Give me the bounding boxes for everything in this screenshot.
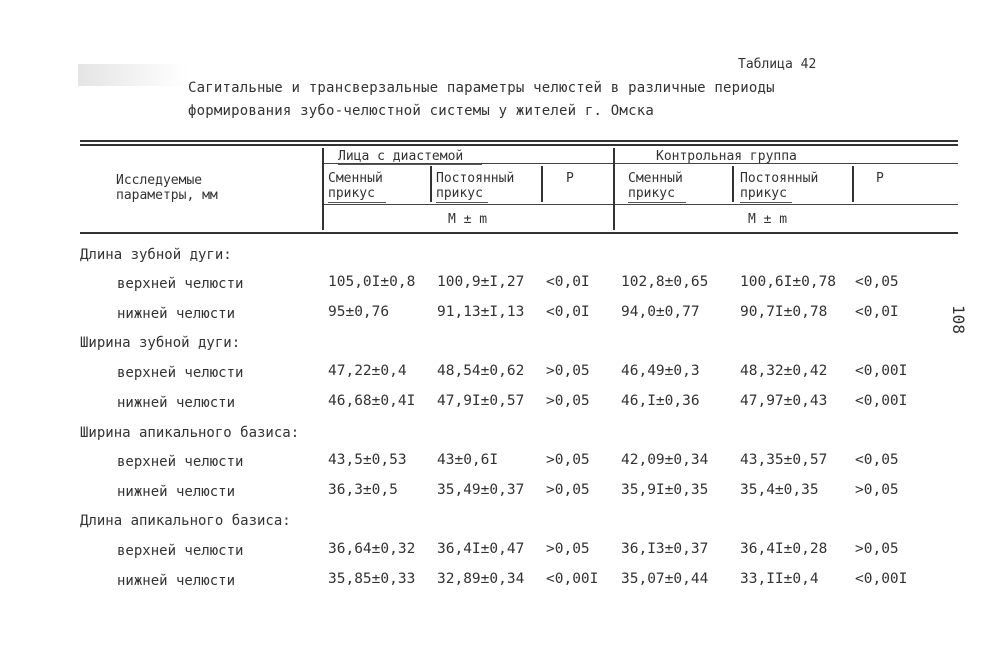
value-cell: 43,35±0,57 xyxy=(740,452,828,468)
value-cell: 35,4±0,35 xyxy=(740,482,819,498)
value-cell: 94,0±0,77 xyxy=(621,304,700,320)
header-g1-stat: М ± m xyxy=(448,212,488,227)
p-value-cell: >0,05 xyxy=(546,393,590,409)
table-caption: Таблица 42 xyxy=(738,57,817,72)
p-value-cell: >0,05 xyxy=(855,482,899,498)
value-cell: 48,32±0,42 xyxy=(740,363,828,379)
header-g2-mixed-line1: Сменный xyxy=(628,171,683,186)
header-g2-mixed-line2: прикус xyxy=(628,186,675,201)
value-cell: 35,49±0,37 xyxy=(437,482,525,498)
section-title: Ширина зубной дуги: xyxy=(80,335,241,351)
header-g2-p: Р xyxy=(876,171,884,186)
group1-underline xyxy=(338,164,482,165)
header-g1-mixed-line1: Сменный xyxy=(328,171,383,186)
header-g1-p: Р xyxy=(566,171,574,186)
header-g2-perm-line2: прикус xyxy=(740,186,787,201)
value-cell: 36,I3±0,37 xyxy=(621,541,709,557)
value-cell: 46,68±0,4I xyxy=(328,393,416,409)
value-cell: 100,6I±0,78 xyxy=(740,274,837,290)
p-value-cell: >0,05 xyxy=(546,452,590,468)
g1-perm-underline xyxy=(436,202,488,203)
value-cell: 43,5±0,53 xyxy=(328,452,407,468)
value-cell: 35,85±0,33 xyxy=(328,571,416,587)
col-separator-6 xyxy=(852,166,854,202)
value-cell: 47,22±0,4 xyxy=(328,363,407,379)
p-value-cell: >0,05 xyxy=(546,482,590,498)
header-g2-perm-line1: Постоянный xyxy=(740,171,819,186)
table-title-line2: формирования зубо-челюстной системы у жителей г. Омска xyxy=(188,103,654,119)
header-top-rule-2 xyxy=(80,144,958,146)
p-value-cell: <0,00I xyxy=(855,393,908,409)
header-g1-perm-line1: Постоянный xyxy=(436,171,515,186)
col-separator-2 xyxy=(430,166,432,202)
value-cell: 46,49±0,3 xyxy=(621,363,700,379)
p-value-cell: >0,05 xyxy=(546,363,590,379)
scan-shadow xyxy=(78,64,188,86)
value-cell: 36,3±0,5 xyxy=(328,482,398,498)
table-title-line1: Сагитальные и трансверзальные параметры челюстей в различные периоды xyxy=(188,80,775,96)
col-separator-4 xyxy=(613,148,615,230)
value-cell: 35,07±0,44 xyxy=(621,571,709,587)
p-value-cell: <0,0I xyxy=(546,304,590,320)
page-number: 108 xyxy=(948,305,968,334)
g1-mixed-underline xyxy=(328,202,386,203)
header-g2-stat: М ± m xyxy=(748,212,788,227)
value-cell: 46,I±0,36 xyxy=(621,393,700,409)
value-cell: 35,9I±0,35 xyxy=(621,482,709,498)
p-value-cell: <0,00I xyxy=(855,571,908,587)
section-title: Длина зубной дуги: xyxy=(80,247,232,263)
value-cell: 48,54±0,62 xyxy=(437,363,525,379)
p-value-cell: >0,05 xyxy=(855,541,899,557)
row-label: верхней челюсти xyxy=(117,276,244,292)
p-value-cell: <0,00I xyxy=(855,363,908,379)
value-cell: 47,9I±0,57 xyxy=(437,393,525,409)
header-group2: Контрольная группа xyxy=(656,149,797,164)
section-title: Ширина апикального базиса: xyxy=(80,425,300,441)
subheader-rule xyxy=(322,204,958,205)
value-cell: 47,97±0,43 xyxy=(740,393,828,409)
value-cell: 105,0I±0,8 xyxy=(328,274,416,290)
g2-perm-underline xyxy=(740,202,792,203)
row-label: верхней челюсти xyxy=(117,543,244,559)
header-top-rule xyxy=(80,140,958,142)
g2-mixed-underline xyxy=(628,202,686,203)
header-g1-perm-line2: прикус xyxy=(436,186,483,201)
value-cell: 42,09±0,34 xyxy=(621,452,709,468)
value-cell: 102,8±0,65 xyxy=(621,274,709,290)
col-separator-3 xyxy=(541,166,543,202)
row-label: нижней челюсти xyxy=(117,395,236,411)
col-separator-5 xyxy=(732,166,734,202)
value-cell: 100,9±I,27 xyxy=(437,274,525,290)
value-cell: 43±0,6I xyxy=(437,452,499,468)
row-label: верхней челюсти xyxy=(117,365,244,381)
row-label: нижней челюсти xyxy=(117,484,236,500)
header-param-line1: Исследуемые xyxy=(116,173,203,188)
value-cell: 36,4I±0,28 xyxy=(740,541,828,557)
section-title: Длина апикального базиса: xyxy=(80,513,291,529)
p-value-cell: <0,0I xyxy=(855,304,899,320)
value-cell: 36,64±0,32 xyxy=(328,541,416,557)
col-separator-1 xyxy=(322,148,324,230)
header-bottom-rule xyxy=(80,232,958,234)
header-group1: Лица с диастемой xyxy=(338,149,464,164)
p-value-cell: <0,05 xyxy=(855,274,899,290)
value-cell: 36,4I±0,47 xyxy=(437,541,525,557)
p-value-cell: <0,05 xyxy=(855,452,899,468)
row-label: нижней челюсти xyxy=(117,573,236,589)
value-cell: 33,II±0,4 xyxy=(740,571,819,587)
p-value-cell: <0,00I xyxy=(546,571,599,587)
value-cell: 32,89±0,34 xyxy=(437,571,525,587)
p-value-cell: >0,05 xyxy=(546,541,590,557)
row-label: нижней челюсти xyxy=(117,306,236,322)
value-cell: 95±0,76 xyxy=(328,304,390,320)
row-label: верхней челюсти xyxy=(117,454,244,470)
header-param-line2: параметры, мм xyxy=(116,188,218,203)
value-cell: 91,13±I,13 xyxy=(437,304,525,320)
value-cell: 90,7I±0,78 xyxy=(740,304,828,320)
p-value-cell: <0,0I xyxy=(546,274,590,290)
header-g1-mixed-line2: прикус xyxy=(328,186,375,201)
